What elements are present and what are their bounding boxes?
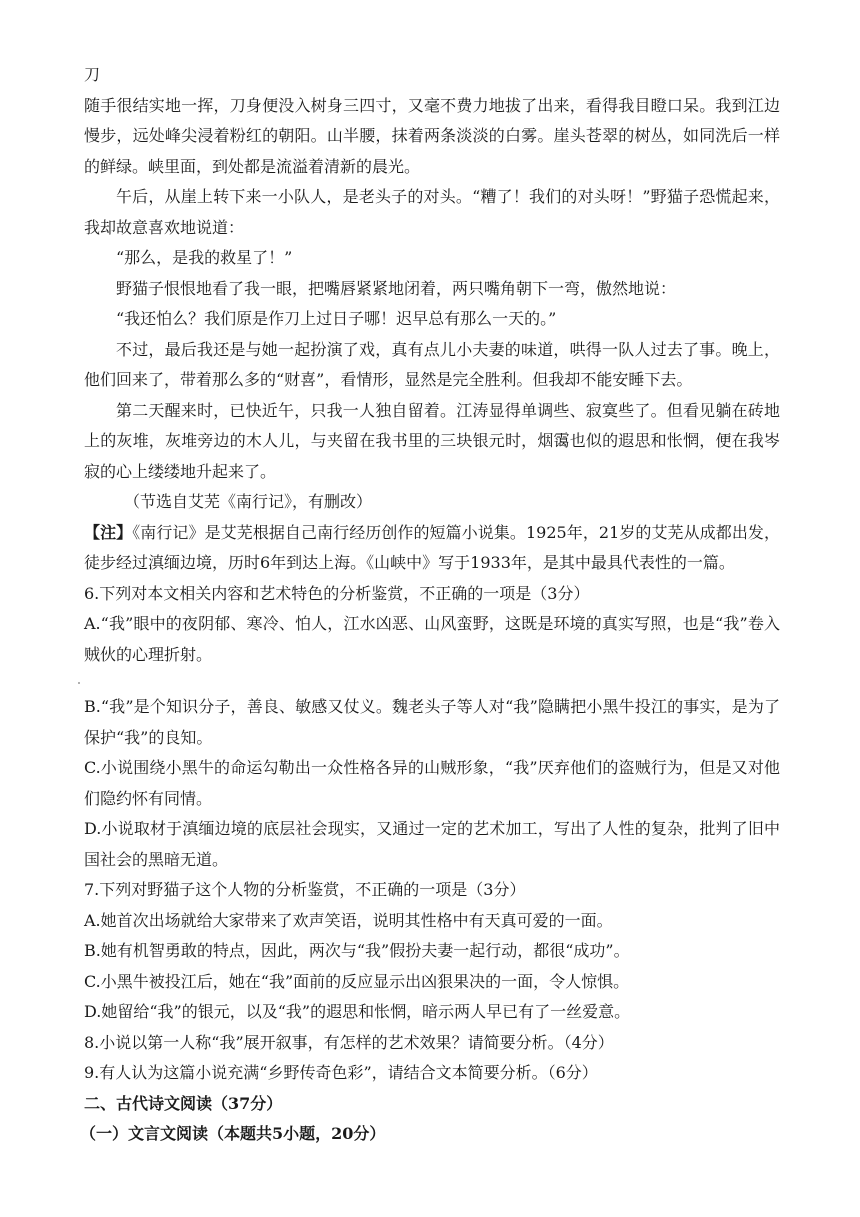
question-7-option-d: D.她留给“我”的银元，以及“我”的遐思和怅惘，暗示两人早已有了一丝爱意。 bbox=[84, 1002, 631, 1021]
story-paragraph-4: 野猫子恨恨地看了我一眼，把嘴唇紧紧地闭着，两只嘴角朝下一弯，傲然地说： bbox=[116, 278, 677, 298]
question-6-stem: 6.下列对本文相关内容和艺术特色的分析鉴赏，不正确的一项是（3分） bbox=[84, 583, 590, 603]
story-paragraph-1: 随手很结实地一挥，刀身便没入树身三四寸，又毫不费力地拔了出来，看得我目瞪口呆。我到江边慢步，远处峰尖浸着粉红的朝阳。山半腰，抹着两条淡淡的白雾。崖头苍翠的树丛，如同洗后一样的鲜绿。峡里面，到处都是流溢着清新的晨光。 bbox=[84, 95, 780, 176]
question-6-option-a: A.“我”眼中的夜阴郁、寒冷、怕人，江水凶恶、山风蛮野，这既是环境的真实写照，也是“我”卷入贼伙的心理折射。 bbox=[84, 614, 780, 664]
question-7-option-b: B.她有机智勇敢的特点，因此，两次与“我”假扮夫妻一起行动，都很“成功”。 bbox=[84, 941, 630, 960]
question-9: 9.有人认为这篇小说充满“乡野传奇色彩”，请结合文本简要分析。（6分） bbox=[84, 1063, 598, 1082]
question-7-stem: 7.下列对野猫子这个人物的分析鉴赏，不正确的一项是（3分） bbox=[84, 880, 526, 899]
note bbox=[84, 518, 780, 579]
source-citation: （节选自艾芜《南行记》，有删改） bbox=[124, 492, 373, 511]
question-6-option-b: B.“我”是个知识分子，善良、敏感又仗义。魏老头子等人对“我”隐瞒把小黑牛投江的事实，是为了保护“我”的良知。 bbox=[84, 697, 780, 747]
exam-page bbox=[80, 60, 780, 1150]
stray-dot bbox=[78, 682, 80, 684]
question-7-option-a: A.她首次出场就给大家带来了欢声笑语，说明其性格中有天真可爱的一面。 bbox=[84, 910, 613, 930]
question-7-option-c: C.小黑牛被投江后，她在“我”面前的反应显示出凶狠果决的一面，令人惊惧。 bbox=[84, 971, 630, 991]
story-paragraph-6: 不过，最后我还是与她一起扮演了戏，真有点儿小夫妻的味道，哄得一队人过去了事。晚上，他们回来了，带着那么多的“财喜”，看情形，显然是完全胜利。但我却不能安睡下去。 bbox=[84, 339, 780, 389]
story-paragraph-2: 午后，从崖上转下来一小队人，是老头子的对头。“糟了！我们的对头呀！”野猫子恐慌起来，我却故意喜欢地说道： bbox=[84, 187, 780, 237]
note-text: 《南行记》是艾芜根据自己南行经历创作的短篇小说集。1925年，21岁的艾芜从成都出发，徒步经过滇缅边境，历时6年到达上海。《山峡中》写于1933年，是其中最具代表性的一篇。 bbox=[84, 522, 780, 572]
question-6-option-d: D.小说取材于滇缅边境的底层社会现实，又通过一定的艺术加工，写出了人性的复杂，批判了旧中国社会的黑暗无道。 bbox=[84, 819, 780, 869]
story-paragraph-5: “我还怕么？我们原是作刀上过日子哪！迟早总有那么一天的。” bbox=[116, 309, 557, 328]
subsection-heading-2-1: （一）文言文阅读（本题共5小题，20分） bbox=[80, 1124, 386, 1143]
note-label: 【注】 bbox=[84, 522, 133, 542]
section-heading-2: 二、古代诗文阅读（37分） bbox=[84, 1093, 283, 1113]
spacer bbox=[84, 670, 780, 692]
story-paragraph-3: “那么，是我的救星了！” bbox=[116, 248, 293, 267]
fragment-line: 刀 bbox=[84, 65, 101, 84]
story-paragraph-7: 第二天醒来时，已快近午，只我一人独自留着。江涛显得单调些、寂寞些了。但看见躺在砖地上的灰堆，灰堆旁边的木人儿，与夹留在我书里的三块银元时，烟霭也似的遐思和怅惘，便在我岑寂的心上缕缕地升起来了。 bbox=[84, 400, 780, 481]
question-8: 8.小说以第一人称“我”展开叙事，有怎样的艺术效果？请简要分析。（4分） bbox=[84, 1032, 614, 1052]
question-6-option-c: C.小说围绕小黑牛的命运勾勒出一众性格各异的山贼形象，“我”厌弃他们的盗贼行为，但是又对他们隐约怀有同情。 bbox=[84, 758, 780, 808]
